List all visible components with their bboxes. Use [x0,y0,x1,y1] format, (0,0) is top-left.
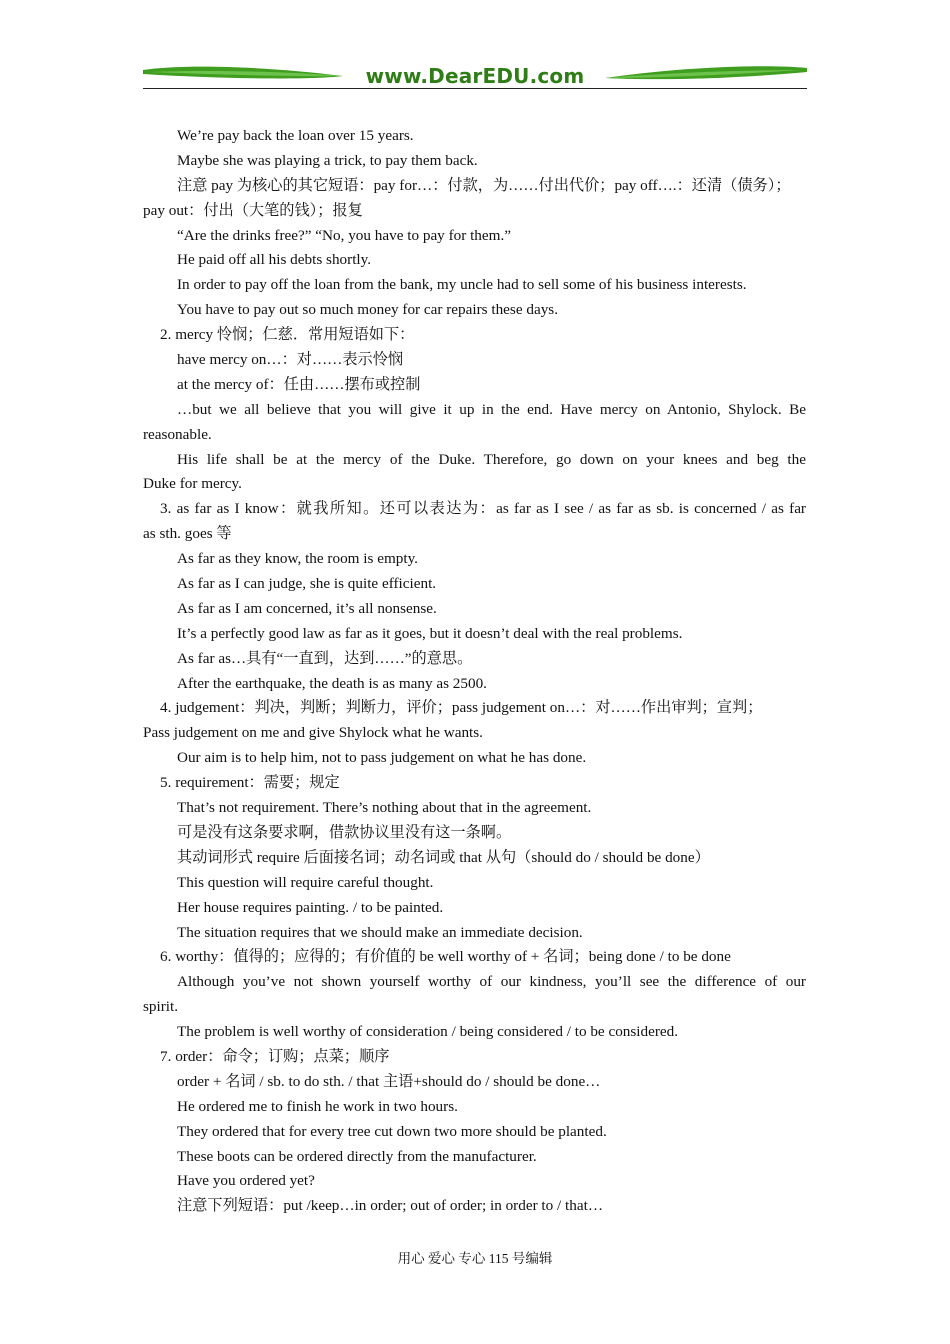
text-line: 其动词形式 require 后面接名词；动名词或 that 从句（should do / should be done） [177,848,710,866]
text-line: Although you’ve not shown yourself worthy of our kindness, you’ll see the difference of our [177,973,806,991]
text-line: In order to pay off the loan from the bank, my uncle had to sell some of his business interests. [177,276,747,294]
text-line: His life shall be at the mercy of the Duke. Therefore, go down on your knees and beg the [177,450,806,468]
text-line: As far as I am concerned, it’s all nonsense. [177,599,437,617]
text-line: As far as I can judge, she is quite efficient. [177,575,437,593]
text-line: Our aim is to help him, not to pass judgement on what he has done. [177,749,587,767]
item-heading: 6. worthy：值得的；应得的；有价值的 be well worthy of + 名词；being done / to be done [160,948,731,966]
text-line: at the mercy of：任由……摆布或控制 [177,375,421,393]
text-line: order + 名词 / sb. to do sth. / that 主语+should do / should be done… [177,1072,601,1090]
text-line: They ordered that for every tree cut down two more should be planted. [177,1122,607,1140]
text-line: As far as…具有“一直到，达到……”的意思。 [177,649,473,667]
site-header-banner [143,62,807,92]
text-line: 注意 pay 为核心的其它短语：pay for…：付款，为……付出代价；pay off….：还清（债务）； [177,176,791,194]
text-line: 注意下列短语：put /keep…in order; out of order; in order to / that… [177,1197,604,1215]
item-heading: 2. mercy 怜悯；仁慈．常用短语如下： [160,326,415,344]
text-line: Have you ordered yet? [177,1172,315,1190]
text-line: It’s a perfectly good law as far as it goes, but it doesn’t deal with the real problems. [177,624,683,642]
text-line: As far as they know, the room is empty. [177,550,418,568]
page-footer: 用心 爱心 专心 115 号编辑 [397,1251,553,1266]
text-line: Her house requires painting. / to be painted. [177,898,444,916]
text-line: The problem is well worthy of consideration / being considered / to be considered. [177,1023,679,1041]
text-line: reasonable. [143,425,212,443]
text-line: …but we all believe that you will give it up in the end. Have mercy on Antonio, Shylock. Be [177,400,806,418]
document-body [143,124,806,1219]
text-line: Pass judgement on me and give Shylock what he wants. [143,724,483,742]
item-heading: 5. requirement：需要；规定 [160,774,340,792]
text-line: Maybe she was playing a trick, to pay them back. [177,151,478,169]
text-line: That’s not requirement. There’s nothing about that in the agreement. [177,799,592,817]
text-line: He ordered me to finish he work in two hours. [177,1097,458,1115]
text-line: After the earthquake, the death is as many as 2500. [177,674,487,692]
text-line: You have to pay out so much money for car repairs these days. [177,301,559,319]
item-heading: 7. order：命令；订购；点菜；顺序 [160,1047,390,1065]
text-line: as sth. goes 等 [143,525,232,543]
text-line: This question will require careful thought. [177,873,434,891]
text-line: spirit. [143,998,179,1016]
text-line: 可是没有这条要求啊，借款协议里没有这一条啊。 [177,823,512,841]
item-heading: 4. judgement：判决，判断；判断力，评价；pass judgement on…：对……作出审判；宣判； [160,699,763,717]
text-line: have mercy on…：对……表示怜悯 [177,351,404,369]
text-line: He paid off all his debts shortly. [177,251,372,269]
text-line: pay out：付出（大笔的钱）；报复 [143,201,363,219]
text-line: “Are the drinks free?” “No, you have to pay for them.” [177,226,511,244]
text-line: These boots can be ordered directly from the manufacturer. [177,1147,537,1165]
item-heading: 3. as far as I know：就我所知。还可以表达为：as far as I see / as far as sb. is concerned / as far [160,500,806,518]
site-title: www.DearEDU.com [365,64,585,88]
text-line: The situation requires that we should make an immediate decision. [177,923,583,941]
text-line: We’re pay back the loan over 15 years. [177,127,414,144]
text-line: Duke for mercy. [143,475,242,493]
